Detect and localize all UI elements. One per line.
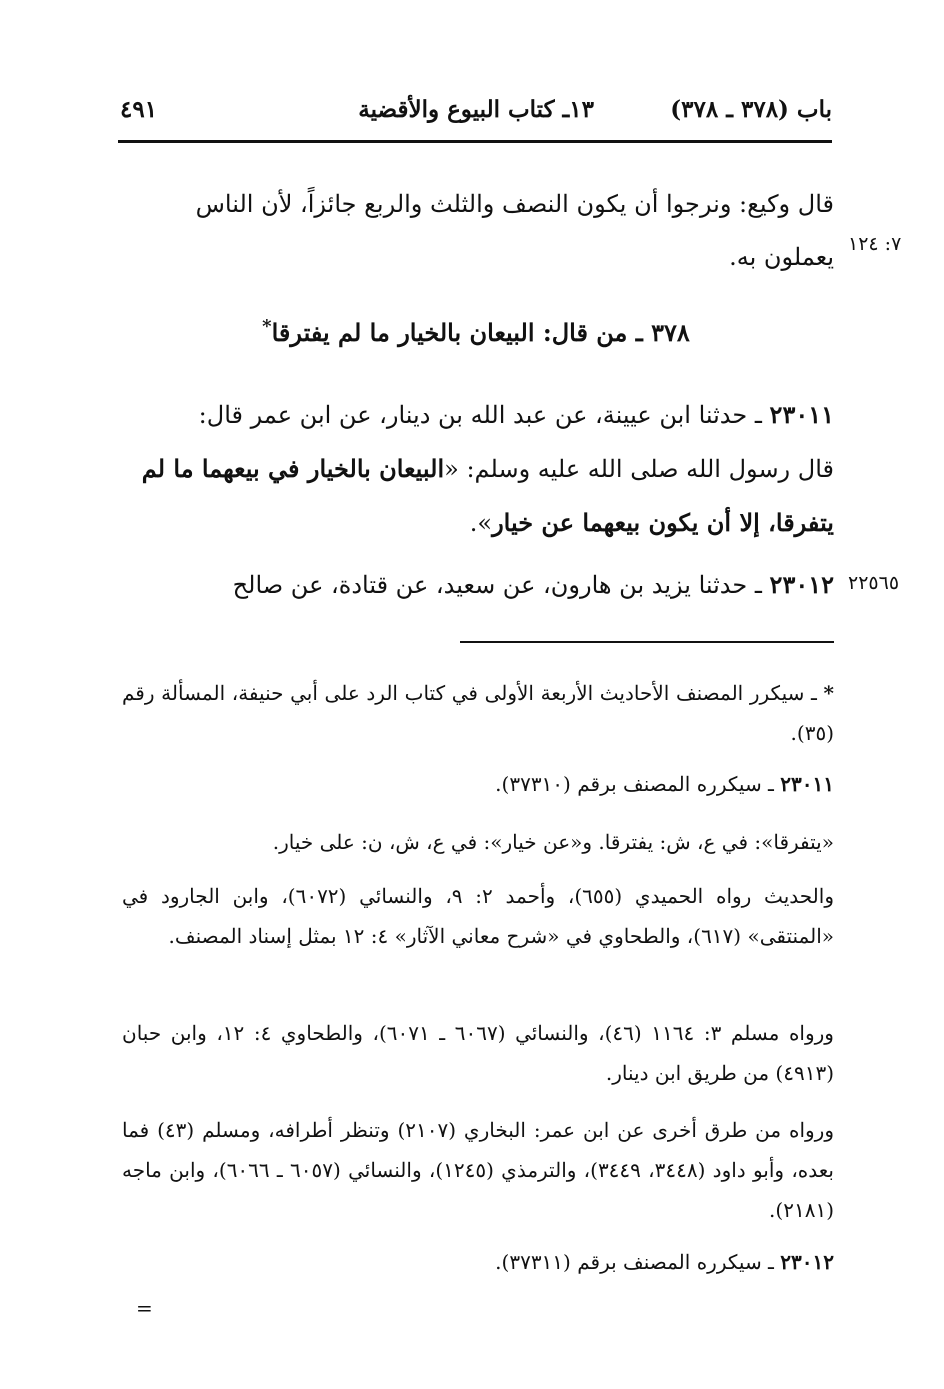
hadith-23011-line-3 [122,496,834,550]
header-book-title: ١٣ـ كتاب البيوع والأقضية [358,96,594,123]
footnote-23012-text: ـ سيكرره المصنف برقم (٣٧٣١١). [495,1250,774,1274]
hadith-23011-close: ». [469,509,493,537]
footnote-number: ٢٣٠١١ [780,772,834,796]
hadith-number: ٢٣٠١٢ [769,570,834,599]
page-number: ٤٩١ [120,96,158,123]
hadith-number: ٢٣٠١١ [769,400,834,429]
continuation-mark: = [136,1296,153,1320]
footnote-hadith-sources: والحديث رواه الحميدي (٦٥٥)، وأحمد ٢: ٩، والنسائي (٦٠٧٢)، وابن الجارود في «المنتقى» (٦١٧)، والطحاوي في «شرح معاني الآثار» ٤: ١٢ بمثل إسناد المصنف. [122,884,834,948]
section-heading [120,316,832,347]
footnote-star-mark: * [823,681,834,705]
section-heading-marker: * [262,316,272,337]
hadith-23011-text-2: يتفرقا، إلا أن يكون بيعهما عن خيار [492,508,834,537]
running-header [120,92,832,136]
opening-line-1: قال وكيع: ونرجوا أن يكون النصف والثلث والربع جائزاً، لأن الناس [195,190,834,218]
hadith-23011 [122,388,834,550]
section-heading-text: ٣٧٨ ـ من قال: البيعان بالخيار ما لم يفترقا [271,318,690,347]
footnote-star [122,673,834,753]
hadith-23011-line-2 [122,442,834,496]
footnote-23011-text: ـ سيكرره المصنف برقم (٣٧٣١٠). [495,772,774,796]
opening-paragraph [122,178,834,284]
footnote-23012 [122,1242,834,1282]
hadith-23012-chain: ـ حدثنا يزيد بن هارون، عن سعيد، عن قتادة، عن صالح [232,571,762,599]
footnote-other-sources: ورواه من طرق أخرى عن ابن عمر: البخاري (٢١٠٧) وتنظر أطرافه، ومسلم (٤٣) فما بعده، وأبو داود (٣٤٤٨، ٣٤٤٩)، والترمذي (١٢٤٥)، والنسائي (٦٠٥٧ ـ ٦٠٦٦)، وابن ماجه (٢١٨١). [122,1118,834,1222]
margin-reference-hadith: ٢٢٥٦٥ [848,572,900,594]
header-chapter: باب (٣٧٨ ـ ٣٧٨) [670,96,832,123]
hadith-23011-intro: قال رسول الله صلى الله عليه وسلم: « [444,455,834,483]
hadith-23011-line-1 [122,388,834,442]
hadith-23011-text-1: البيعان بالخيار في بيعهما ما لم [141,454,445,483]
opening-line-2: يعملون به. [729,243,834,271]
footnote-23011 [122,764,834,804]
margin-reference-volume: ٧: ١٢٤ [848,233,902,255]
header-rule [118,140,832,143]
footnote-number: ٢٣٠١٢ [780,1250,834,1274]
footnote-rule [460,641,834,643]
hadith-23011-chain: ـ حدثنا ابن عيينة، عن عبد الله بن دينار، عن ابن عمر قال: [198,401,762,429]
footnote-variant: «يتفرقا»: في ع، ش: يفترقا. و«عن خيار»: في ع، ش، ن: على خيار. [272,830,834,854]
footnote-star-text: ـ سيكرر المصنف الأحاديث الأربعة الأولى في كتاب الرد على أبي حنيفة، المسألة رقم (٣٥). [122,681,834,745]
footnote-muslim-sources: ورواه مسلم ٣: ١١٦٤ (٤٦)، والنسائي (٦٠٦٧ ـ ٦٠٧١)، والطحاوي ٤: ١٢، وابن حبان (٤٩١٣) من طريق ابن دينار. [122,1021,834,1085]
hadith-23012 [122,558,834,612]
